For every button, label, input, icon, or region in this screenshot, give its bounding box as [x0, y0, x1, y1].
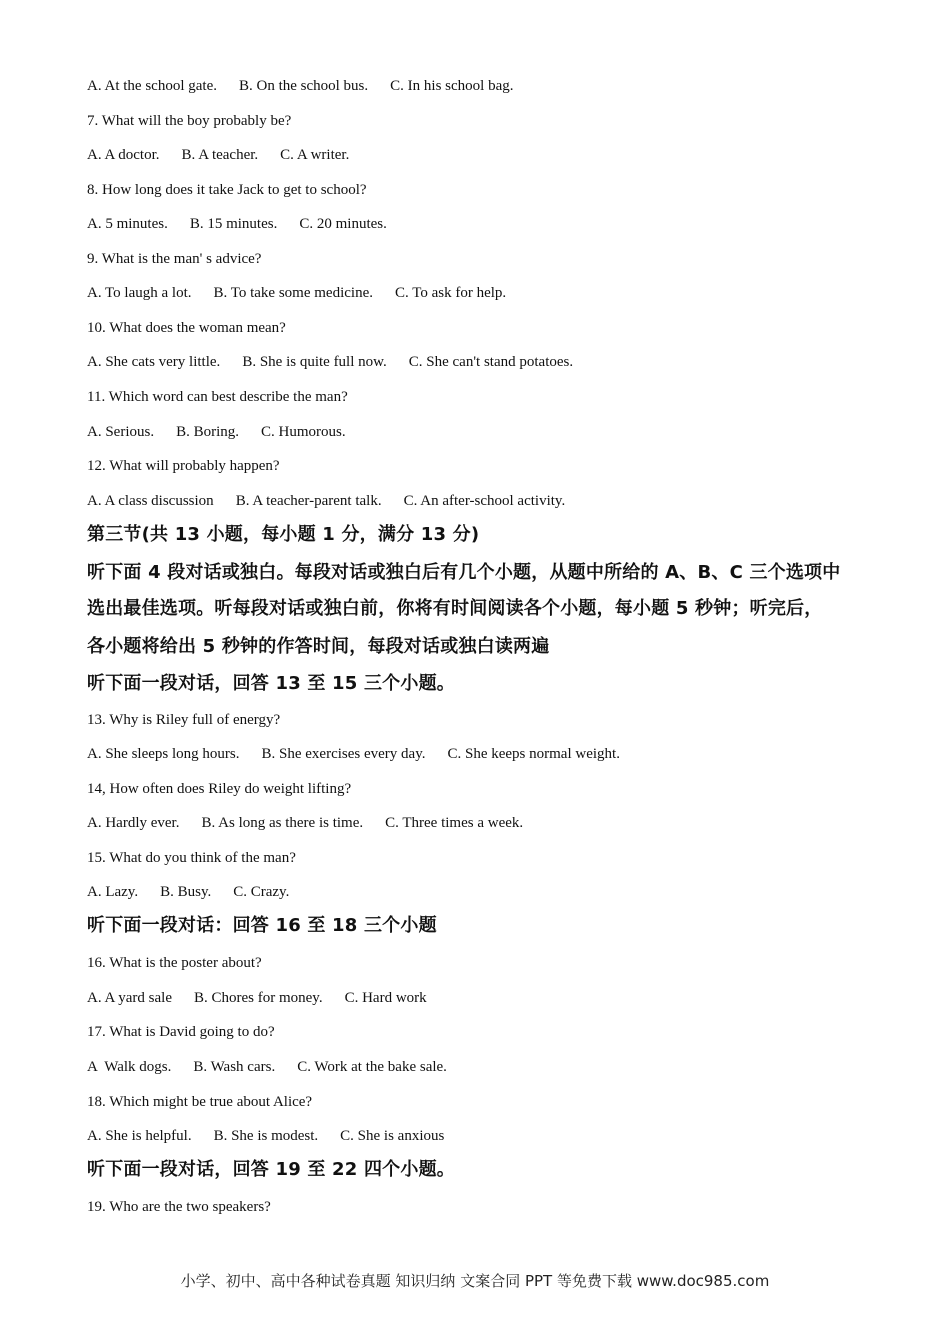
option-a: A Walk dogs.: [87, 1059, 172, 1075]
option-b: B. She is modest.: [213, 1128, 319, 1144]
answer-options: [87, 422, 346, 442]
question-text: 11. Which word can best describe the man?: [87, 389, 348, 405]
option-b: B. She exercises every day.: [261, 746, 426, 762]
option-c: C. Humorous.: [261, 424, 346, 440]
option-c: C. Three times a week.: [385, 815, 524, 831]
question-text: 10. What does the woman mean?: [87, 320, 286, 336]
answer-options: [87, 1057, 447, 1077]
option-b: B. Busy.: [160, 884, 212, 900]
option-a: A. To laugh a lot.: [87, 285, 192, 301]
option-b: B. She is quite full now.: [242, 354, 387, 370]
option-b: B. As long as there is time.: [201, 815, 364, 831]
question-text: 13. Why is Riley full of energy?: [87, 712, 281, 728]
option-c: C. Work at the bake sale.: [297, 1059, 447, 1075]
option-b: B. 15 minutes.: [189, 216, 278, 232]
section-heading: 第三节(共 13 小题，每小题 1 分，满分 13 分): [87, 524, 480, 545]
option-b: B. Wash cars.: [193, 1059, 276, 1075]
answer-options: [87, 882, 289, 902]
section-heading: 选出最佳选项。听每段对话或独白前，你将有时间阅读各个小题，每小题 5 秒钟；听完后，: [87, 598, 823, 619]
answer-options: [87, 283, 506, 303]
option-a: A. A doctor.: [87, 147, 160, 163]
question-text: 14, How often does Riley do weight lifting?: [87, 781, 352, 797]
option-b: B. On the school bus.: [238, 78, 369, 94]
answer-options: [87, 145, 349, 165]
option-c: C. A writer.: [280, 147, 350, 163]
section-heading: 各小题将给出 5 秒钟的作答时间，每段对话或独白读两遍: [87, 636, 550, 657]
answer-options: [87, 988, 427, 1008]
question-text: 15. What do you think of the man?: [87, 850, 296, 866]
page-footer: 小学、初中、高中各种试卷真题 知识归纳 文案合同 PPT 等免费下载 www.doc985.com: [180, 1272, 770, 1290]
section-heading: 听下面一段对话：回答 16 至 18 三个小题: [87, 915, 437, 936]
option-c: C. To ask for help.: [394, 285, 507, 301]
answer-options: [87, 1126, 444, 1146]
section-heading: 听下面一段对话，回答 13 至 15 三个小题。: [87, 673, 455, 694]
section-heading: 听下面 4 段对话或独白。每段对话或独白后有几个小题，从题中所给的 A、B、C 三个选项中: [87, 562, 841, 583]
section-heading: 听下面一段对话，回答 19 至 22 四个小题。: [87, 1159, 455, 1180]
option-a: A. She cats very little.: [87, 354, 221, 370]
option-a: A. She sleeps long hours.: [87, 746, 240, 762]
option-c: C. She is anxious: [340, 1128, 445, 1144]
option-a: A. Lazy.: [87, 884, 139, 900]
option-c: C. She can't stand potatoes.: [408, 354, 574, 370]
option-a: A. A class discussion: [87, 493, 214, 509]
option-b: B. To take some medicine.: [213, 285, 373, 301]
answer-options: [87, 76, 513, 96]
option-b: B. A teacher.: [181, 147, 259, 163]
question-text: 16. What is the poster about?: [87, 955, 262, 971]
option-a: A. At the school gate.: [87, 78, 217, 94]
question-text: 7. What will the boy probably be?: [87, 113, 292, 129]
question-text: 9. What is the man' s advice?: [87, 251, 262, 267]
answer-options: [87, 491, 565, 511]
question-text: 8. How long does it take Jack to get to school?: [87, 182, 367, 198]
option-c: C. She keeps normal weight.: [447, 746, 620, 762]
option-a: A. Serious.: [87, 424, 155, 440]
option-a: A. She is helpful.: [87, 1128, 192, 1144]
option-c: C. In his school bag.: [390, 78, 514, 94]
answer-options: [87, 813, 523, 833]
option-c: C. 20 minutes.: [299, 216, 387, 232]
option-c: C. An after-school activity.: [403, 493, 566, 509]
option-a: A. Hardly ever.: [87, 815, 180, 831]
answer-options: [87, 744, 620, 764]
option-a: A. 5 minutes.: [87, 216, 168, 232]
question-text: 17. What is David going to do?: [87, 1024, 275, 1040]
question-text: 18. Which might be true about Alice?: [87, 1094, 313, 1110]
option-a: A. A yard sale: [87, 990, 172, 1006]
question-text: 19. Who are the two speakers?: [87, 1199, 271, 1215]
answer-options: [87, 352, 573, 372]
option-b: B. Boring.: [176, 424, 240, 440]
question-text: 12. What will probably happen?: [87, 458, 280, 474]
option-b: B. Chores for money.: [193, 990, 323, 1006]
option-c: C. Hard work: [344, 990, 427, 1006]
option-c: C. Crazy.: [233, 884, 290, 900]
answer-options: [87, 214, 387, 234]
option-b: B. A teacher-parent talk.: [235, 493, 382, 509]
